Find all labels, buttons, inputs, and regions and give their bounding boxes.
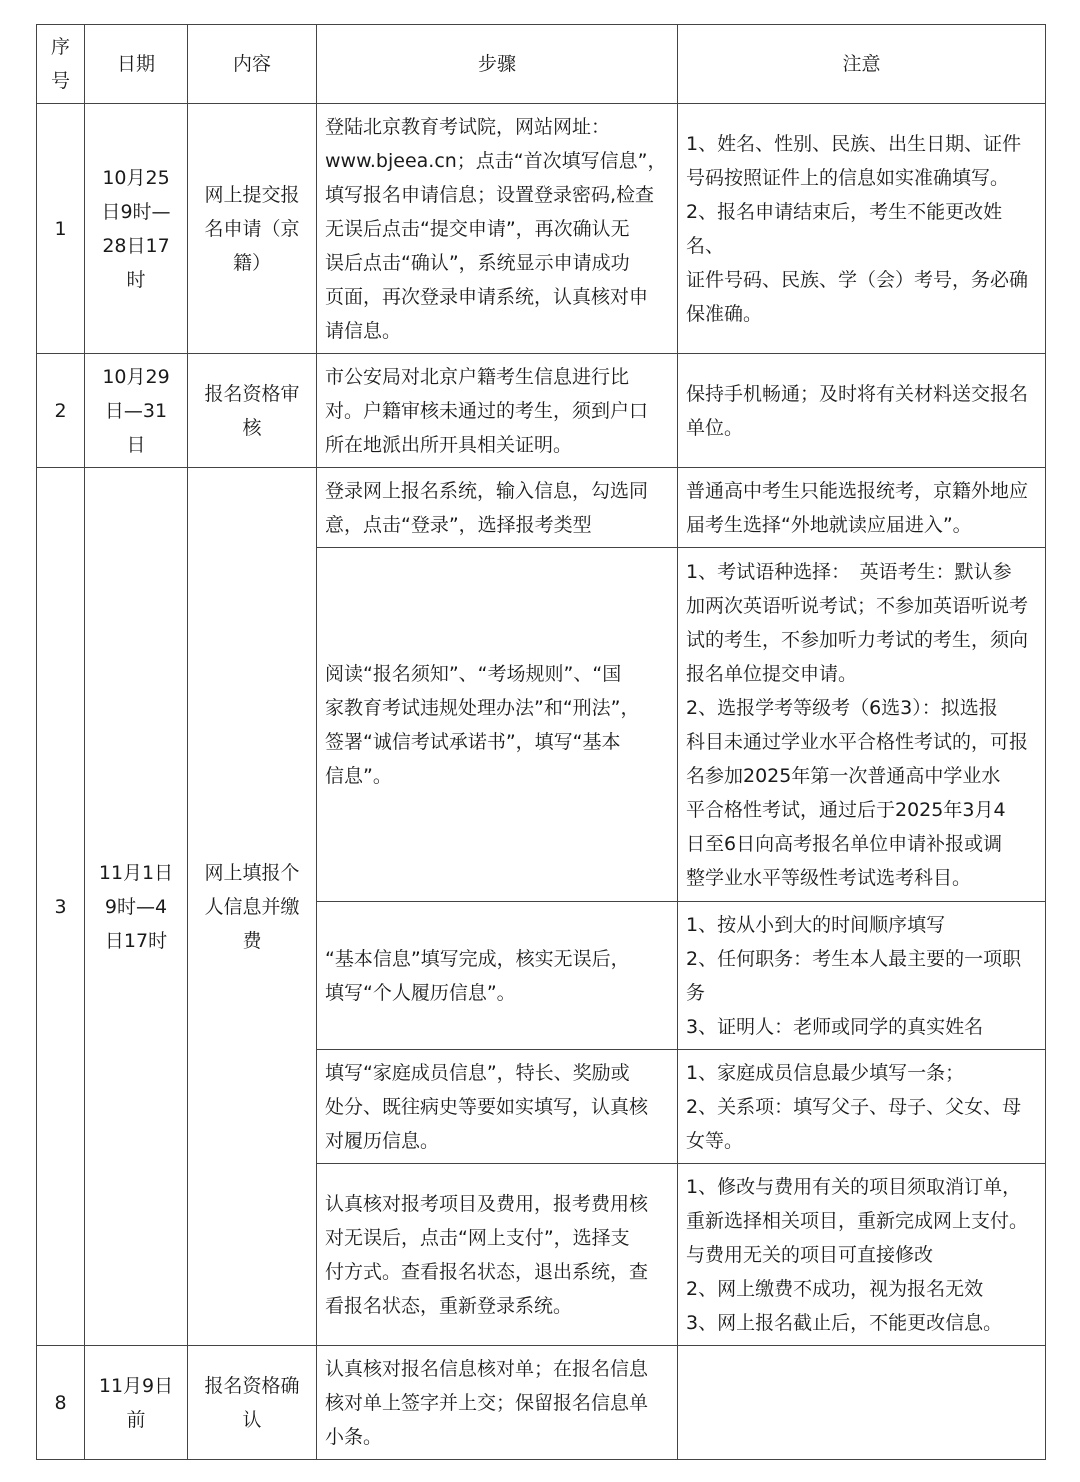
row-date: 10月29 日—31 日 bbox=[85, 354, 188, 468]
header-content: 内容 bbox=[188, 25, 317, 104]
row-content: 网上提交报 名申请（京 籍） bbox=[188, 104, 317, 354]
row-content: 报名资格审 核 bbox=[188, 354, 317, 468]
row-date: 11月1日 9时—4 日17时 bbox=[85, 468, 188, 1346]
header-steps: 步骤 bbox=[317, 25, 678, 104]
row-notes: 保持手机畅通；及时将有关材料送交报名 单位。 bbox=[678, 354, 1046, 468]
header-row bbox=[37, 25, 1046, 104]
row-notes: 普通高中考生只能选报统考，京籍外地应 届考生选择“外地就读应届进入”。 bbox=[678, 468, 1046, 548]
row-steps: “基本信息”填写完成，核实无误后， 填写“个人履历信息”。 bbox=[317, 902, 678, 1050]
row-steps: 登陆北京教育考试院，网站网址： www.bjeea.cn；点击“首次填写信息”， 填写报名申请信息；设置登录密码,检查 无误后点击“提交申请”，再次确认无 误后点击“确认”，系统显示申请成功 页面，再次登录申请系统，认真核对申 请信息。 bbox=[317, 104, 678, 354]
row-steps: 阅读“报名须知”、“考场规则”、“国 家教育考试违规处理办法”和“刑法”， 签署“诚信考试承诺书”，填写“基本 信息”。 bbox=[317, 548, 678, 902]
table-row bbox=[37, 1346, 1046, 1460]
row-notes: 1、修改与费用有关的项目须取消订单， 重新选择相关项目，重新完成网上支付。 与费用无关的项目可直接修改 2、网上缴费不成功，视为报名无效 3、网上报名截止后，不能更改信息。 bbox=[678, 1164, 1046, 1346]
row-notes: 1、按从小到大的时间顺序填写 2、任何职务：考生本人最主要的一项职 务 3、证明人：老师或同学的真实姓名 bbox=[678, 902, 1046, 1050]
row-steps: 填写“家庭成员信息”，特长、奖励或 处分、既往病史等要如实填写，认真核 对履历信息。 bbox=[317, 1050, 678, 1164]
row-index: 3 bbox=[37, 468, 85, 1346]
row-content: 报名资格确 认 bbox=[188, 1346, 317, 1460]
row-notes: 1、考试语种选择： 英语考生：默认参 加两次英语听说考试；不参加英语听说考 试的考生，不参加听力考试的考生，须向 报名单位提交申请。 2、选报学考等级考（6选3）：拟选报 科目未通过学业水平合格性考试的，可报 名参加2025年第一次普通高中学业水 平合格性考试，通过后于2025年3月4 日至6日向高考报名单位申请补报或调 整学业水平等级性考试选考科目。 bbox=[678, 548, 1046, 902]
row-steps: 市公安局对北京户籍考生信息进行比 对。户籍审核未通过的考生，须到户口 所在地派出所开具相关证明。 bbox=[317, 354, 678, 468]
row-notes: 1、家庭成员信息最少填写一条； 2、关系项：填写父子、母子、父女、母 女等。 bbox=[678, 1050, 1046, 1164]
row-index: 1 bbox=[37, 104, 85, 354]
header-index: 序 号 bbox=[37, 25, 85, 104]
header-notes: 注意 bbox=[678, 25, 1046, 104]
row-index: 2 bbox=[37, 354, 85, 468]
row-notes bbox=[678, 1346, 1046, 1460]
row-content: 网上填报个 人信息并缴 费 bbox=[188, 468, 317, 1346]
table-row bbox=[37, 104, 1046, 354]
registration-schedule-table bbox=[36, 24, 1046, 1460]
row-date: 11月9日 前 bbox=[85, 1346, 188, 1460]
table-row bbox=[37, 354, 1046, 468]
row-date: 10月25 日9时— 28日17 时 bbox=[85, 104, 188, 354]
row-notes: 1、姓名、性别、民族、出生日期、证件 号码按照证件上的信息如实准确填写。 2、报名申请结束后，考生不能更改姓名、 证件号码、民族、学（会）考号，务必确 保准确。 bbox=[678, 104, 1046, 354]
row-steps: 认真核对报名信息核对单；在报名信息 核对单上签字并上交；保留报名信息单 小条。 bbox=[317, 1346, 678, 1460]
row-index: 8 bbox=[37, 1346, 85, 1460]
header-date: 日期 bbox=[85, 25, 188, 104]
row-steps: 登录网上报名系统，输入信息，勾选同 意，点击“登录”，选择报考类型 bbox=[317, 468, 678, 548]
row-steps: 认真核对报考项目及费用，报考费用核 对无误后，点击“网上支付”，选择支 付方式。查看报名状态，退出系统，查 看报名状态，重新登录系统。 bbox=[317, 1164, 678, 1346]
table-row bbox=[37, 468, 1046, 548]
